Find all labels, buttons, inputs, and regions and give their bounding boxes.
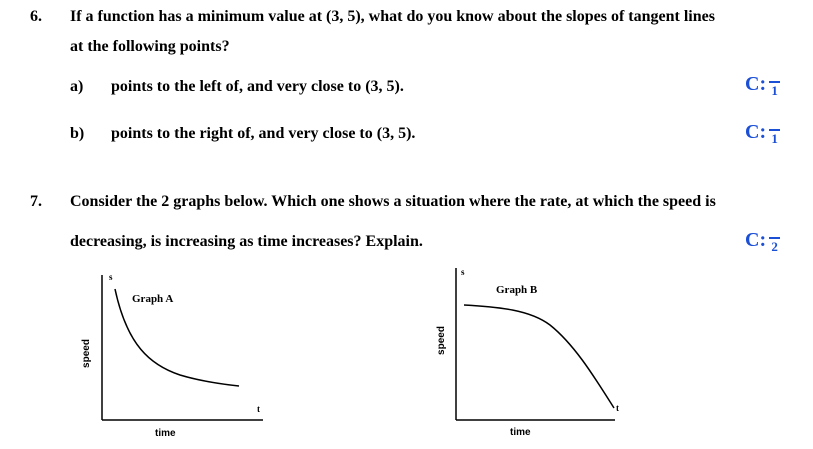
graph-b-x-label: time — [510, 427, 531, 438]
part-a-label: a) — [70, 78, 84, 95]
question-7-text-line2: decreasing, is increasing as time increases? Explain. — [70, 233, 423, 250]
mark-label: C: — [745, 229, 767, 251]
graph-b-y-top-label: s — [461, 267, 465, 277]
question-6-text-line1: If a function has a minimum value at (3, 5), what do you know about the slopes of tangent lines — [70, 8, 715, 25]
mark-denominator: 1 — [771, 83, 778, 98]
graph-b-y-label: speed — [435, 326, 447, 355]
graph-b-curve — [464, 305, 614, 408]
part-b-label: b) — [70, 125, 85, 142]
mark-label: C: — [745, 73, 767, 95]
graph-a-title: Graph A — [132, 293, 174, 305]
graph-b-x-end-label: t — [616, 403, 619, 413]
graph-a-x-end-label: t — [257, 404, 260, 414]
mark-label: C: — [745, 121, 767, 143]
part-a-text: points to the left of, and very close to (3, 5). — [111, 78, 404, 95]
mark-fraction — [769, 228, 780, 253]
question-7-mark — [745, 228, 780, 253]
graph-a-y-label: speed — [80, 339, 92, 368]
mark-fraction — [769, 72, 780, 97]
question-7-text-line1: Consider the 2 graphs below. Which one shows a situation where the rate, at which the speed is — [70, 193, 716, 210]
question-6-text-line2: at the following points? — [70, 38, 230, 55]
part-a-mark — [745, 72, 780, 97]
mark-fraction — [769, 120, 780, 145]
mark-denominator: 1 — [771, 131, 778, 146]
part-b-text: points to the right of, and very close to (3, 5). — [111, 125, 416, 142]
question-6-number: 6. — [30, 8, 42, 25]
graph-b-title: Graph B — [496, 284, 538, 296]
graph-a-x-label: time — [155, 428, 176, 439]
mark-denominator: 2 — [771, 239, 778, 254]
part-b-mark — [745, 120, 780, 145]
question-7-number: 7. — [30, 193, 42, 210]
graph-a-y-top-label: s — [109, 272, 113, 282]
